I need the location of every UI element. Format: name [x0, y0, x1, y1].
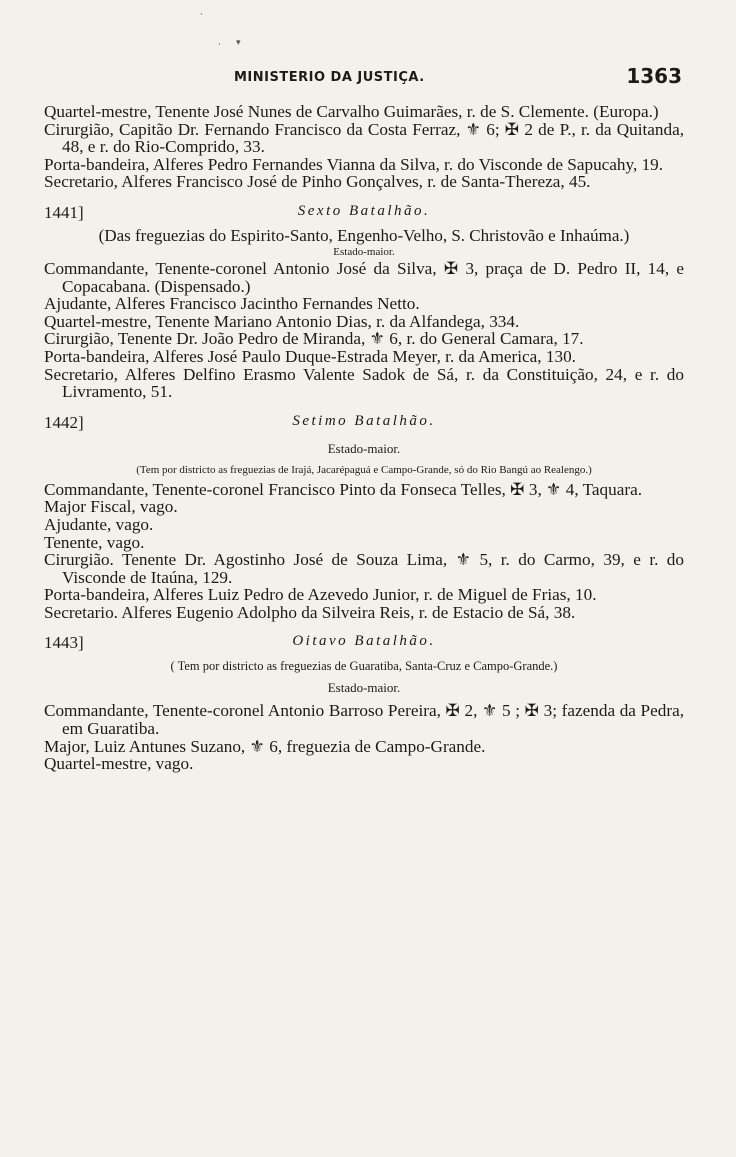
mark: ·	[200, 10, 203, 20]
section-title: Setimo Batalhão.	[292, 412, 436, 429]
staff-label: Estado-maior.	[327, 440, 401, 456]
staff-entry: Cirurgião, Tenente Dr. João Pedro de Miranda, ⚜ 6, r. do General Camara, 17.	[44, 329, 584, 349]
mark: ▾	[236, 38, 241, 48]
staff-entry: Ajudante, Alferes Francisco Jacintho Fernandes Netto.	[44, 294, 420, 314]
section-oitavo-batalhao	[44, 629, 684, 772]
staff-entry: Cirurgião. Tenente Dr. Agostinho José de Souza Lima, ⚜ 5, r. do Carmo, 39, e r. do Visconde de Itaúna, 129.	[44, 550, 684, 587]
district-note: (Das freguezias do Espirito-Santo, Engenho-Velho, S. Christovão e Inhaúma.)	[98, 225, 630, 245]
staff-entry: Secretario. Alferes Eugenio Adolpho da Silveira Reis, r. de Estacio de Sá, 38.	[44, 602, 576, 622]
section-number: 1442]	[44, 412, 84, 432]
page-body	[44, 103, 684, 773]
section-title: Sexto Batalhão.	[297, 202, 431, 219]
page-header	[44, 64, 684, 94]
running-title: MINISTERIO DA JUSTIÇA.	[234, 70, 425, 85]
staff-entry: Porta-bandeira, Alferes José Paulo Duque-Estrada Meyer, r. da America, 130.	[44, 346, 576, 366]
district-note: (Tem por districto as freguezias de Irajá, Jacarépaguá e Campo-Grande, só do Rio Bangú ao Realengo.)	[136, 463, 592, 476]
staff-entry: Commandante, Tenente-coronel Francisco Pinto da Fonseca Telles, ✠ 3, ⚜ 4, Taquara.	[44, 479, 643, 499]
section-number: 1443]	[44, 633, 84, 653]
staff-entry: Secretario, Alferes Francisco José de Pinho Gonçalves, r. de Santa-Thereza, 45.	[44, 172, 591, 192]
mark: ·	[218, 40, 221, 50]
section-heading	[44, 199, 684, 225]
printer-marks	[200, 10, 260, 50]
staff-entry: Secretario, Alferes Delfino Erasmo Valente Sadok de Sá, r. da Constituição, 24, e r. do Livramento, 51.	[44, 364, 684, 402]
staff-label: Estado-maior.	[327, 680, 401, 696]
section-title: Oitavo Batalhão.	[292, 633, 436, 650]
staff-entry: Tenente, vago.	[44, 532, 145, 552]
staff-entry: Major, Luiz Antunes Suzano, ⚜ 6, freguezia de Campo-Grande.	[44, 736, 486, 756]
staff-entry: Porta-bandeira, Alferes Luiz Pedro de Azevedo Junior, r. de Miguel de Frias, 10.	[44, 585, 597, 605]
staff-entry: Quartel-mestre, Tenente José Nunes de Carvalho Guimarães, r. de S. Clemente. (Europa.)	[44, 102, 659, 121]
section-heading	[44, 629, 684, 655]
staff-entry: Commandante, Tenente-coronel Antonio José da Silva, ✠ 3, praça de D. Pedro II, 14, e Copacabana. (Dispensado.)	[44, 258, 684, 296]
staff-entry: Porta-bandeira, Alferes Pedro Fernandes Vianna da Silva, r. do Visconde de Sapucahy, 19.	[44, 154, 664, 174]
district-note: ( Tem por districto as freguezias de Guaratiba, Santa-Cruz e Campo-Grande.)	[170, 659, 558, 674]
section-number: 1441]	[44, 202, 84, 222]
page-number: 1363	[626, 64, 682, 88]
staff-entry: Commandante, Tenente-coronel Antonio Barroso Pereira, ✠ 2, ⚜ 5 ; ✠ 3; fazenda da Pedra, em Guaratiba.	[44, 701, 684, 739]
staff-entry: Ajudante, vago.	[44, 514, 154, 534]
section-setimo-batalhao	[44, 409, 684, 622]
section-heading	[44, 409, 684, 435]
staff-label: Estado-maior.	[333, 245, 395, 258]
staff-entry: Major Fiscal, vago.	[44, 497, 178, 517]
staff-entry: Cirurgião, Capitão Dr. Fernando Francisco da Costa Ferraz, ⚜ 6; ✠ 2 de P., r. da Quitanda, 48, e r. do Rio-Comprido, 33.	[44, 119, 684, 157]
section-sexto-batalhao	[44, 199, 684, 401]
staff-entry: Quartel-mestre, vago.	[44, 754, 194, 774]
continued-staff-list	[44, 103, 684, 191]
staff-entry: Quartel-mestre, Tenente Mariano Antonio Dias, r. da Alfandega, 334.	[44, 311, 520, 331]
